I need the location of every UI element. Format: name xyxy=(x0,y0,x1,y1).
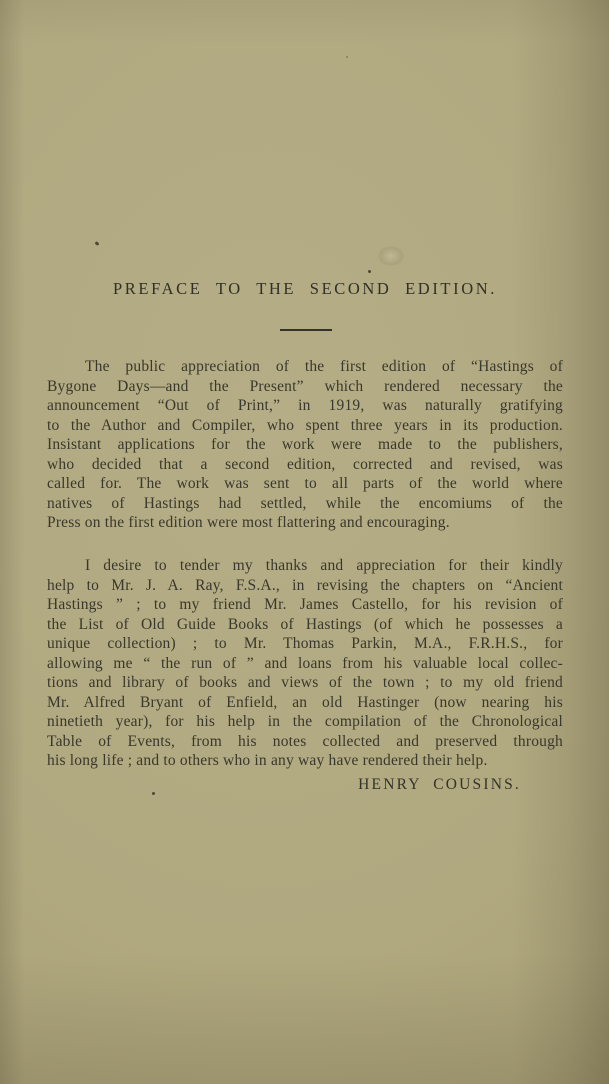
text-line: Press on the first edition were most flattering and encouraging. xyxy=(47,514,450,531)
text-line: his long life ; and to others who in any way have rendered their help. xyxy=(47,752,488,769)
text-line: tions and library of books and views of the town ; to my old friend xyxy=(47,674,563,691)
scan-speck xyxy=(152,792,155,795)
text-line: allowing me “ the run of ” and loans from his valuable local collec- xyxy=(47,654,563,672)
text-line: who decided that a second edition, corrected and revised, was xyxy=(47,455,563,473)
text-line: announcement “Out of Print,” in 1919, was naturally gratifying xyxy=(47,397,563,414)
text-line: I desire to tender my thanks and appreciation for their kindly xyxy=(85,557,563,574)
page-title: PREFACE TO THE SECOND EDITION. xyxy=(113,279,497,298)
scan-speck xyxy=(95,241,100,246)
text-line: Bygone Days—and the Present” which rendered necessary the xyxy=(47,377,563,395)
text-line: The public appreciation of the first edition of “Hastings of xyxy=(85,358,563,375)
text-line: Mr. Alfred Bryant of Enfield, an old Hastinger (now nearing his xyxy=(47,693,563,711)
paragraph-2 xyxy=(47,556,563,771)
text-line: Table of Events, from his notes collected and preserved through xyxy=(47,732,563,750)
title-divider-rule xyxy=(280,329,332,331)
scan-speck xyxy=(346,56,348,58)
text-line: help to Mr. J. A. Ray, F.S.A., in revising the chapters on “Ancient xyxy=(47,576,563,594)
signature: HENRY COUSINS. xyxy=(358,776,521,793)
text-line: to the Author and Compiler, who spent three years in its production. xyxy=(47,416,563,434)
text-line: natives of Hastings had settled, while the encomiums of the xyxy=(47,494,563,512)
text-line: Hastings ” ; to my friend Mr. James Castello, for his revision of xyxy=(47,596,563,613)
scan-speck xyxy=(368,270,371,273)
scan-smudge xyxy=(378,246,404,266)
text-line: unique collection) ; to Mr. Thomas Parkin, M.A., F.R.H.S., for xyxy=(47,635,563,652)
text-line: the List of Old Guide Books of Hastings (of which he possesses a xyxy=(47,615,563,633)
text-line: called for. The work was sent to all parts of the world where xyxy=(47,475,563,492)
text-line: ninetieth year), for his help in the compilation of the Chronological xyxy=(47,713,563,730)
paragraph-1 xyxy=(47,357,563,533)
text-line: Insistant applications for the work were made to the publishers, xyxy=(47,436,563,453)
